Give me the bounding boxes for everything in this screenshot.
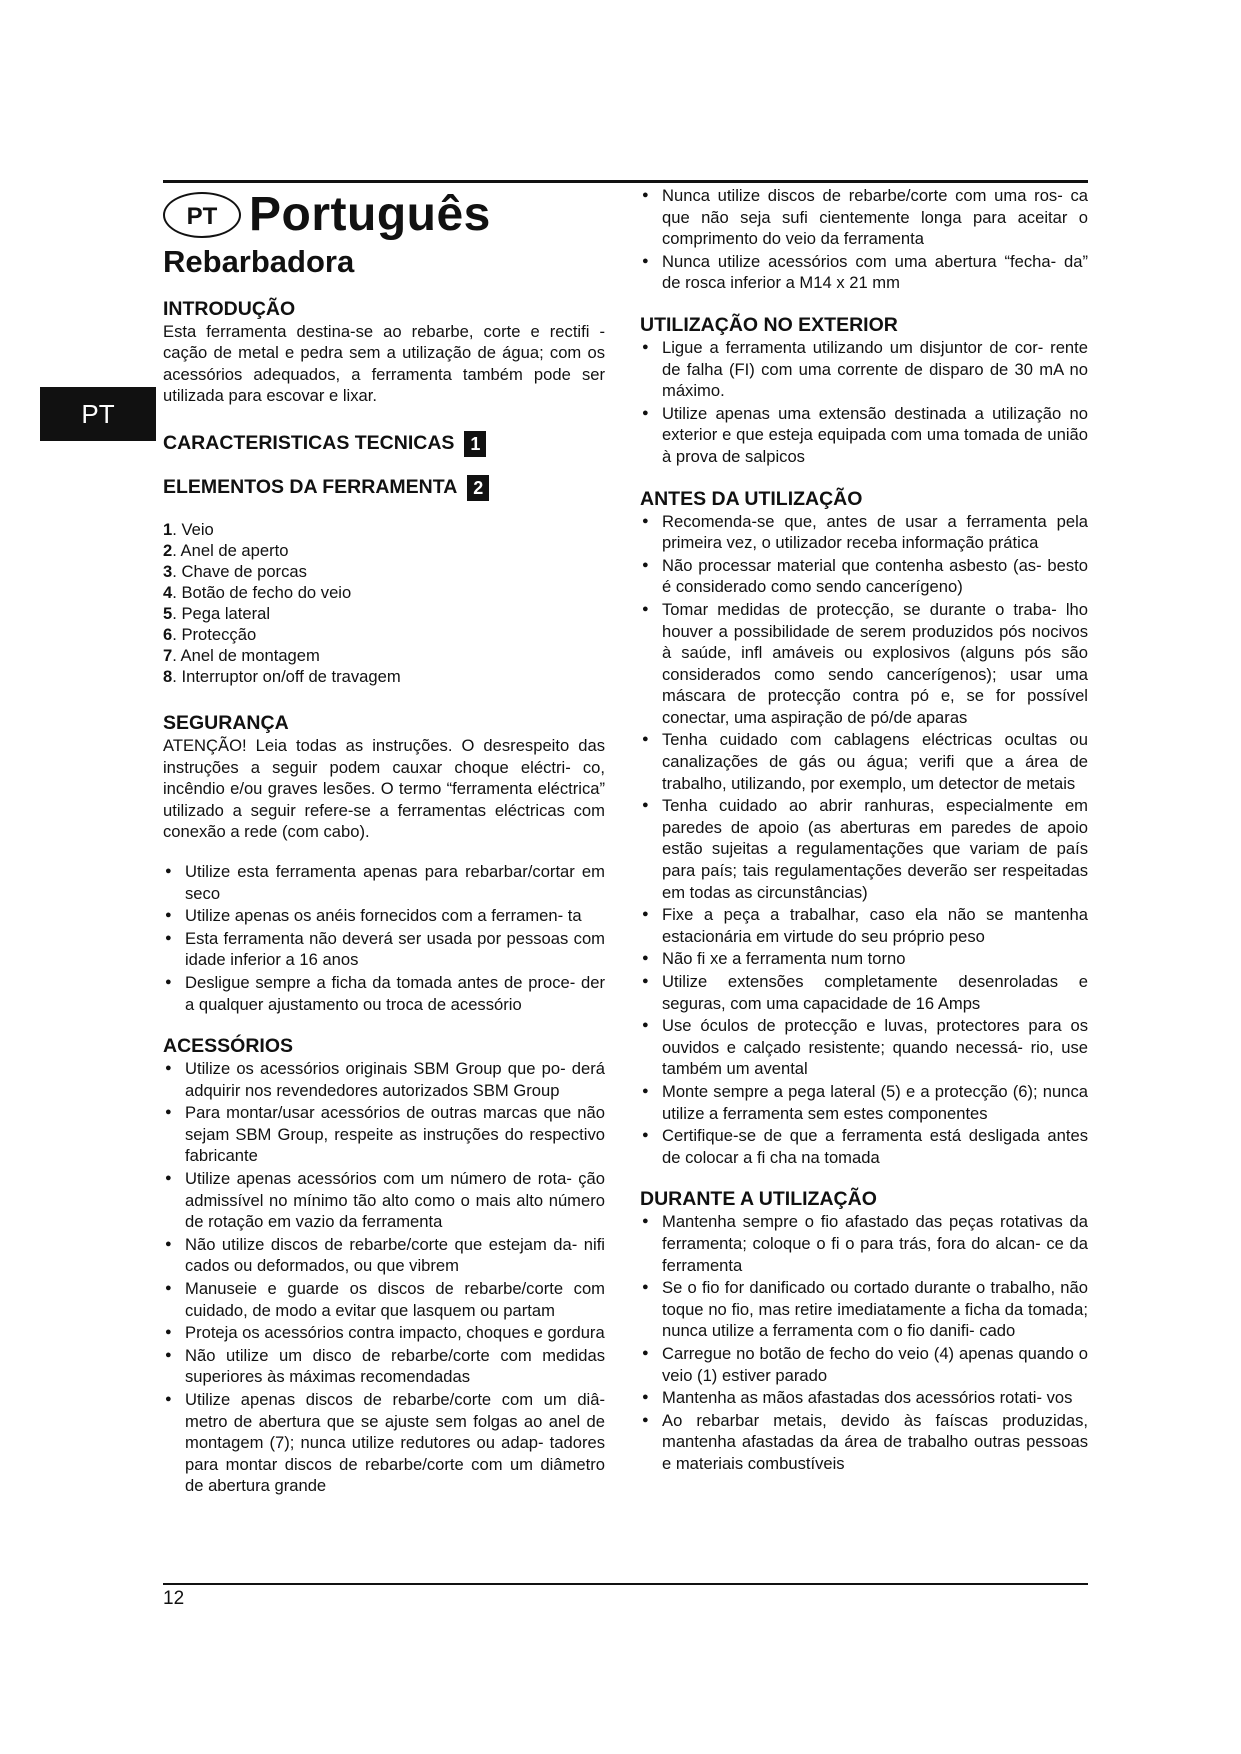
title-row xyxy=(163,185,605,245)
before-use-list xyxy=(640,511,1088,1169)
list-item: ● Não utilize discos de rebarbe/corte que estejam da- nifi cados ou deformados, ou que vibrem xyxy=(163,1234,605,1277)
top-rule xyxy=(163,180,1088,183)
list-item: ● Utilize apenas discos de rebarbe/corte com um diâ- metro de abertura que se ajuste sem folgas ao anel de montagem (7); nunca utilize redutores ou adap- tadores para montar discos de rebarbe/corte com um diâmetro de abertura grande xyxy=(163,1389,605,1497)
safety-heading: SEGURANÇA xyxy=(163,711,289,734)
list-item: ● Nunca utilize acessórios com uma abertura “fecha- da” de rosca inferior a M14 x 21 mm xyxy=(640,251,1088,294)
list-item: ● Recomenda-se que, antes de usar a ferramenta pela primeira vez, o utilizador receba informação prática xyxy=(640,511,1088,554)
list-item: ● Tenha cuidado ao abrir ranhuras, especialmente em paredes de apoio (as aberturas em paredes de apoio estão sujeitas a regulamentações que variam de país para país; tais regulamentações deverão ser respeitadas em todas as circunstâncias) xyxy=(640,795,1088,903)
list-item: ● Tenha cuidado com cablagens eléctricas ocultas ou canalizações de gás ou água; verifi que a área de trabalho, utilizando, por exemplo, um detector de metais xyxy=(640,729,1088,794)
outdoor-list xyxy=(640,337,1088,468)
list-item: ● Ligue a ferramenta utilizando um disjuntor de cor- rente de falha (FI) com uma corrente de disparo de 30 mA no máximo. xyxy=(640,337,1088,402)
list-item: ● Mantenha sempre o fio afastado das peças rotativas da ferramenta; coloque o fi o para trás, fora do alcan- ce da ferramenta xyxy=(640,1211,1088,1276)
tech-heading xyxy=(163,431,605,457)
bottom-rule xyxy=(163,1583,1088,1585)
list-item: 3. Chave de porcas xyxy=(163,561,307,581)
accessories-heading: ACESSÓRIOS xyxy=(163,1035,294,1058)
product-subtitle: Rebarbadora xyxy=(163,244,355,279)
list-item: ● Nunca utilize discos de rebarbe/corte com uma ros- ca que não seja sufi cientemente longa para aceitar o comprimento do veio da ferramenta xyxy=(640,185,1088,250)
list-item: ● Manuseie e guarde os discos de rebarbe/corte com cuidado, de modo a evitar que lasquem ou partam xyxy=(163,1278,605,1321)
elements-heading-label: ELEMENTOS DA FERRAMENTA xyxy=(163,476,458,499)
right-column xyxy=(640,185,1088,1475)
figure-ref-1: 1 xyxy=(464,431,486,457)
list-item: ● Carregue no botão de fecho do veio (4) apenas quando o veio (1) estiver parado xyxy=(640,1343,1088,1386)
list-item: ● Não fi xe a ferramenta num torno xyxy=(640,948,1088,970)
during-use-list xyxy=(640,1211,1088,1474)
list-item: 8. Interruptor on/off de travagem xyxy=(163,666,401,686)
list-item: ● Proteja os acessórios contra impacto, choques e gordura xyxy=(163,1322,605,1344)
during-use-heading: DURANTE A UTILIZAÇÃO xyxy=(640,1188,877,1211)
list-item: ● Tomar medidas de protecção, se durante o traba- lho houver a possibilidade de serem produzidos pós nocivos à saúde, infl amáveis ou explosivos (alguns pós são considerados como sendo cancerígenos); usar uma máscara de protecção contra pó e, se for possível conectar, uma aspiração de pó/de aparas xyxy=(640,599,1088,729)
accessories-list xyxy=(163,1058,605,1497)
list-item: ● Se o fio for danificado ou cortado durante o trabalho, não toque no fio, mas retire imediatamente a ficha da tomada; nunca utilize a ferramenta com o fio danifi- cado xyxy=(640,1277,1088,1342)
intro-heading: INTRODUÇÃO xyxy=(163,297,296,320)
left-column xyxy=(163,185,605,1498)
list-item: ● Use óculos de protecção e luvas, protectores para os ouvidos e calçado resistente; quando necessá- rio, use também um avental xyxy=(640,1015,1088,1080)
list-item: 4. Botão de fecho do veio xyxy=(163,582,352,602)
outdoor-heading: UTILIZAÇÃO NO EXTERIOR xyxy=(640,313,898,336)
figure-ref-2: 2 xyxy=(467,475,489,501)
list-item: ● Utilize apenas acessórios com um número de rota- ção admissível no mínimo tão alto como o mais alto número de rotação em vazio da ferramenta xyxy=(163,1168,605,1233)
list-item: ● Não utilize um disco de rebarbe/corte com medidas superiores às máximas recomendadas xyxy=(163,1345,605,1388)
list-item: 5. Pega lateral xyxy=(163,603,271,623)
list-item: 2. Anel de aperto xyxy=(163,540,289,560)
language-badge: PT xyxy=(163,192,241,238)
list-item: ● Utilize extensões completamente desenroladas e seguras, com uma capacidade de 16 Amps xyxy=(640,971,1088,1014)
safety-text: ATENÇÃO! Leia todas as instruções. O desrespeito das instruções a seguir podem cauxar choque eléctri- co, incêndio e/ou graves lesões. O termo “ferramenta eléctrica” utilizado a seguir refere-se a ferramentas eléctricas com conexão a rede (com cabo). xyxy=(163,735,605,842)
list-item: ● Esta ferramenta não deverá ser usada por pessoas com idade inferior a 16 anos xyxy=(163,928,605,971)
before-use-heading: ANTES DA UTILIZAÇÃO xyxy=(640,487,863,510)
language-side-tab: PT xyxy=(40,387,156,441)
list-item: ● Ao rebarbar metais, devido às faíscas produzidas, mantenha afastadas da área de trabalho outras pessoas e materiais combustíveis xyxy=(640,1410,1088,1475)
list-item: ● Utilize esta ferramenta apenas para rebarbar/cortar em seco xyxy=(163,861,605,904)
intro-text: Esta ferramenta destina-se ao rebarbe, corte e rectifi - cação de metal e pedra sem a utilização de água; com os acessórios adequados, a ferramenta também pode ser utilizada para escovar e lixar. xyxy=(163,321,605,406)
page-title: Português xyxy=(249,188,491,242)
list-item: 1. Veio xyxy=(163,519,214,539)
safety-list xyxy=(163,861,605,1015)
page-number: 12 xyxy=(163,1588,185,1609)
accessories-list-continued xyxy=(640,185,1088,294)
list-item: ● Utilize apenas uma extensão destinada a utilização no exterior e que esteja equipada com uma tomada de união à prova de salpicos xyxy=(640,403,1088,468)
list-item: 6. Protecção xyxy=(163,624,257,644)
list-item: ● Para montar/usar acessórios de outras marcas que não sejam SBM Group, respeite as instruções do respectivo fabricante xyxy=(163,1102,605,1167)
list-item: ● Não processar material que contenha asbesto (as- besto é considerado como sendo cancerígeno) xyxy=(640,555,1088,598)
list-item: ● Desligue sempre a ficha da tomada antes de proce- der a qualquer ajustamento ou troca de acessório xyxy=(163,972,605,1015)
list-item: ● Mantenha as mãos afastadas dos acessórios rotati- vos xyxy=(640,1387,1088,1409)
list-item: ● Utilize os acessórios originais SBM Group que po- derá adquirir nos revendedores autorizados SBM Group xyxy=(163,1058,605,1101)
list-item: ● Utilize apenas os anéis fornecidos com a ferramen- ta xyxy=(163,905,605,927)
list-item: ● Certifique-se de que a ferramenta está desligada antes de colocar a fi cha na tomada xyxy=(640,1125,1088,1168)
list-item: 7. Anel de montagem xyxy=(163,645,320,665)
list-item: ● Monte sempre a pega lateral (5) e a protecção (6); nunca utilize a ferramenta sem estes componentes xyxy=(640,1081,1088,1124)
tech-heading-label: CARACTERISTICAS TECNICAS xyxy=(163,432,455,455)
list-item: ● Fixe a peça a trabalhar, caso ela não se mantenha estacionária em virtude do seu próprio peso xyxy=(640,904,1088,947)
parts-list xyxy=(163,519,605,687)
elements-heading xyxy=(163,475,605,501)
